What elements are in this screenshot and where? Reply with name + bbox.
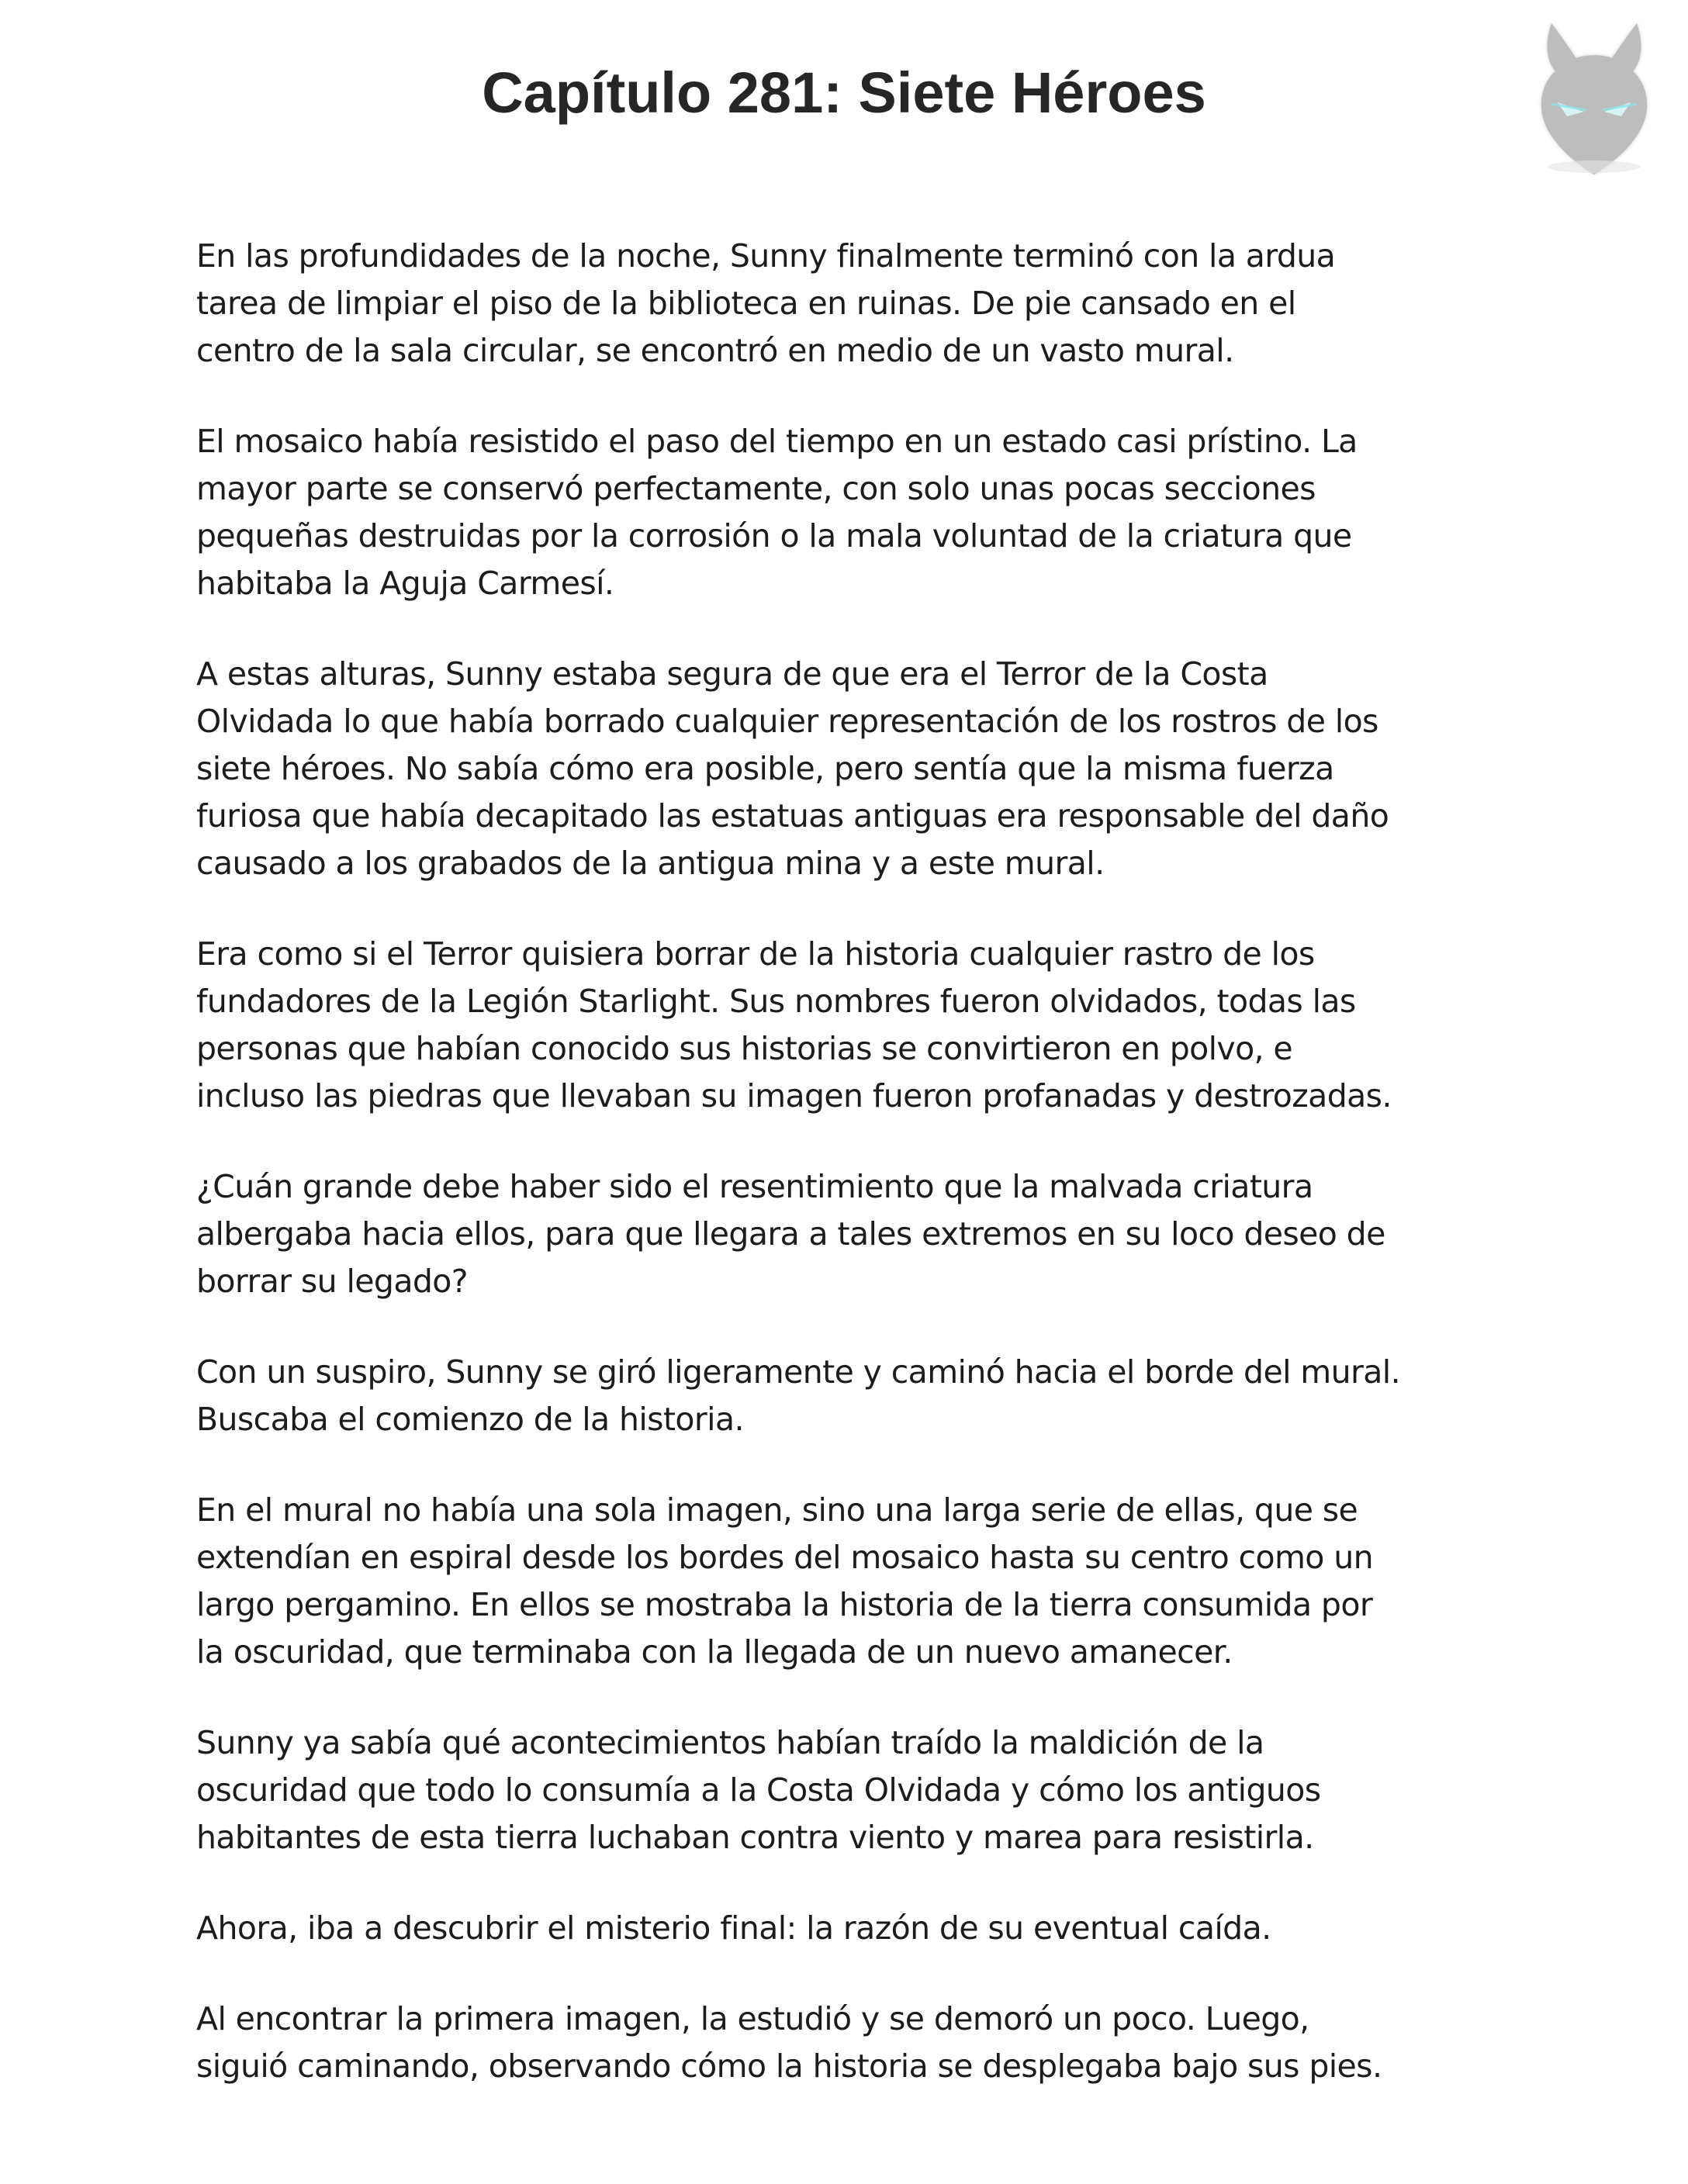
paragraph [196,1905,1515,1952]
paragraph [196,1719,1515,1861]
text-line: centro de la sala circular, se encontró en medio de un vasto mural. [196,332,1234,369]
text-line: tarea de limpiar el piso de la biblioteca en ruinas. De pie cansado en el [196,285,1296,322]
text-line: Con un suspiro, Sunny se giró ligeramente y caminó hacia el borde del mural. [196,1353,1401,1391]
page-title: Capítulo 281: Siete Héroes [482,60,1206,125]
text-line: Olvidada lo que había borrado cualquier representación de los rostros de los [196,703,1378,740]
paragraph [196,1163,1515,1305]
text-line: Buscaba el comienzo de la historia. [196,1401,744,1438]
text-line: Ahora, iba a descubrir el misterio final: la razón de su eventual caída. [196,1909,1271,1947]
text-line: En el mural no había una sola imagen, sino una larga serie de ellas, que se [196,1491,1358,1529]
text-line: borrar su legado? [196,1263,468,1300]
text-line: largo pergamino. En ellos se mostraba la historia de la tierra consumida por [196,1586,1373,1623]
text-line: causado a los grabados de la antigua mina y a este mural. [196,845,1105,882]
paragraph [196,931,1515,1120]
text-line: ¿Cuán grande debe haber sido el resentimiento que la malvada criatura [196,1168,1313,1205]
paragraph [196,233,1515,375]
text-line: extendían en espiral desde los bordes del mosaico hasta su centro como un [196,1539,1373,1576]
text-line: En las profundidades de la noche, Sunny finalmente terminó con la ardua [196,237,1336,275]
text-line: habitaba la Aguja Carmesí. [196,565,614,602]
paragraph [196,1996,1515,2090]
text-line: pequeñas destruidas por la corrosión o la mala voluntad de la criatura que [196,517,1352,555]
text-line: Sunny ya sabía qué acontecimientos habían traído la maldición de la [196,1724,1264,1761]
text-line: Al encontrar la primera imagen, la estudió y se demoró un poco. Luego, [196,2000,1309,2037]
text-line: habitantes de esta tierra luchaban contra viento y marea para resistirla. [196,1819,1314,1856]
chapter-body [196,233,1515,2134]
text-line: furiosa que había decapitado las estatuas antiguas era responsable del daño [196,797,1389,835]
text-line: Era como si el Terror quisiera borrar de la historia cualquier rastro de los [196,935,1315,973]
text-line: oscuridad que todo lo consumía a la Costa Olvidada y cómo los antiguos [196,1771,1321,1809]
paragraph [196,1349,1515,1443]
paragraph [196,1487,1515,1676]
paragraph [196,418,1515,607]
text-line: siete héroes. No sabía cómo era posible, pero sentía que la misma fuerza [196,750,1334,787]
text-line: personas que habían conocido sus historias se convirtieron en polvo, e [196,1030,1293,1067]
text-line: incluso las piedras que llevaban su imagen fueron profanadas y destrozadas. [196,1077,1392,1114]
text-line: mayor parte se conservó perfectamente, con solo unas pocas secciones [196,470,1316,507]
horned-mask-icon [1520,16,1668,182]
text-line: albergaba hacia ellos, para que llegara a tales extremos en su loco deseo de [196,1215,1385,1253]
text-line: siguió caminando, observando cómo la historia se desplegaba bajo sus pies. [196,2047,1382,2085]
text-line: El mosaico había resistido el paso del tiempo en un estado casi prístino. La [196,423,1358,460]
text-line: fundadores de la Legión Starlight. Sus nombres fueron olvidados, todas las [196,983,1356,1020]
paragraph [196,651,1515,887]
text-line: la oscuridad, que terminaba con la llegada de un nuevo amanecer. [196,1633,1233,1671]
text-line: A estas alturas, Sunny estaba segura de que era el Terror de la Costa [196,655,1268,693]
